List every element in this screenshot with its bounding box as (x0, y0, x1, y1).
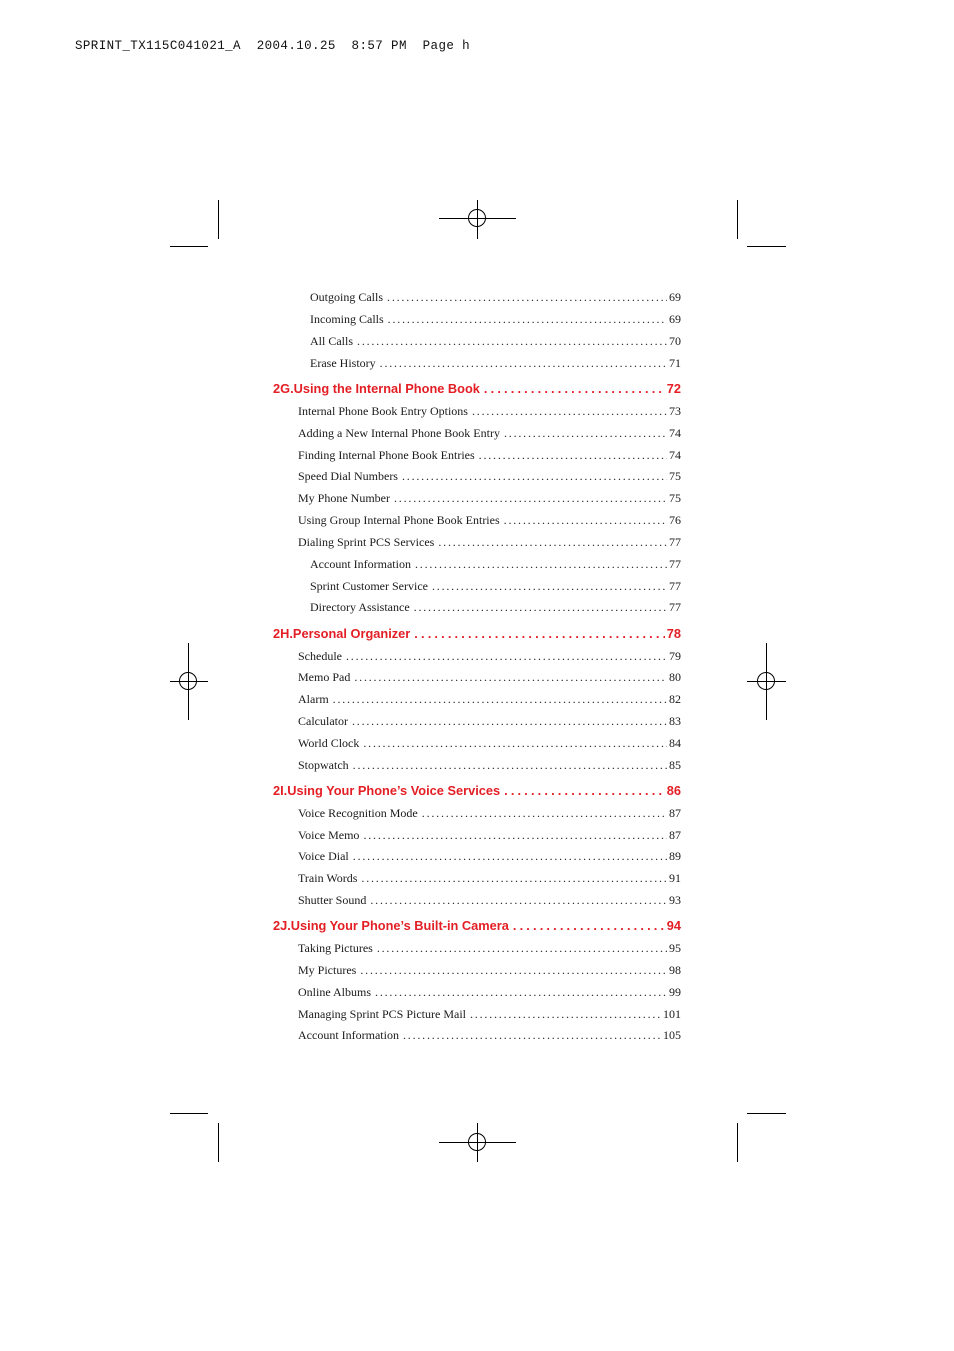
toc-entry-title: Using the Internal Phone Book (293, 381, 480, 396)
toc-dot-leader (414, 600, 667, 615)
toc-section-number: 2H. (273, 626, 293, 641)
toc-dot-leader (479, 448, 667, 463)
toc-page-number: 77 (669, 557, 681, 571)
toc-page-number: 79 (669, 649, 681, 663)
toc-dot-leader (403, 1028, 661, 1043)
toc-page-number: 69 (669, 290, 681, 304)
toc-entry[interactable] (298, 806, 681, 821)
toc-dot-leader (363, 828, 667, 843)
toc-section-heading[interactable] (273, 918, 681, 935)
toc-dot-leader (470, 1007, 661, 1022)
toc-page-number: 75 (669, 491, 681, 505)
crop-mark-bottom-left-horizontal (170, 1113, 208, 1114)
toc-entry[interactable] (298, 404, 681, 419)
toc-entry-title: Using Group Internal Phone Book Entries (298, 513, 500, 527)
toc-entry-title: Internal Phone Book Entry Options (298, 404, 468, 418)
toc-entry-title: Dialing Sprint PCS Services (298, 535, 435, 549)
crop-mark-bottom-right-horizontal (747, 1113, 786, 1114)
toc-entry-title: Managing Sprint PCS Picture Mail (298, 1007, 466, 1021)
toc-dot-leader (333, 692, 667, 707)
toc-dot-leader (432, 579, 667, 594)
toc-entry[interactable] (298, 714, 681, 729)
toc-entry-title: My Phone Number (298, 491, 390, 505)
toc-entry[interactable] (298, 513, 681, 528)
toc-dot-leader (352, 714, 667, 729)
toc-entry[interactable] (298, 828, 681, 843)
toc-page-number: 80 (669, 670, 681, 684)
toc-entry-title: Voice Recognition Mode (298, 806, 418, 820)
toc-page-number: 86 (666, 783, 681, 798)
toc-page-number: 76 (669, 513, 681, 527)
toc-entry-title: Calculator (298, 714, 348, 728)
toc-dot-leader (504, 426, 667, 441)
toc-dot-leader (346, 649, 667, 664)
toc-page-number: 105 (663, 1028, 681, 1042)
toc-entry-title: Finding Internal Phone Book Entries (298, 448, 475, 462)
toc-entry[interactable] (310, 312, 681, 327)
toc-page-number: 74 (669, 448, 681, 462)
toc-page-number: 93 (669, 893, 681, 907)
toc-section-heading[interactable] (273, 783, 681, 800)
toc-page-number: 71 (669, 356, 681, 370)
toc-entry-title: Voice Memo (298, 828, 360, 842)
toc-entry[interactable] (298, 535, 681, 550)
toc-entry-title: Adding a New Internal Phone Book Entry (298, 426, 500, 440)
toc-entry-title: Using Your Phone’s Built-in Camera (290, 918, 509, 933)
toc-entry[interactable] (298, 871, 681, 886)
toc-entry-title: Sprint Customer Service (310, 579, 428, 593)
toc-dot-leader (414, 626, 664, 641)
toc-entry[interactable] (310, 600, 681, 615)
toc-entry-title: Erase History (310, 356, 376, 370)
crop-mark-bottom-left-vertical (218, 1123, 219, 1162)
toc-page-number: 77 (669, 600, 681, 614)
toc-dot-leader (360, 963, 667, 978)
toc-page-number: 101 (663, 1007, 681, 1021)
toc-dot-leader (377, 941, 667, 956)
toc-page-number: 77 (669, 535, 681, 549)
toc-page-number: 70 (669, 334, 681, 348)
toc-entry[interactable] (310, 334, 681, 349)
toc-dot-leader (415, 557, 667, 572)
toc-dot-leader (422, 806, 667, 821)
toc-entry[interactable] (298, 963, 681, 978)
toc-dot-leader (394, 491, 667, 506)
toc-entry-title: Train Words (298, 871, 358, 885)
toc-entry-title: Memo Pad (298, 670, 351, 684)
toc-page-number: 74 (669, 426, 681, 440)
toc-dot-leader (472, 404, 667, 419)
toc-dot-leader (402, 469, 667, 484)
toc-entry-title: Shutter Sound (298, 893, 367, 907)
toc-dot-leader (504, 783, 665, 798)
toc-entry[interactable] (298, 941, 681, 956)
toc-dot-leader (353, 849, 667, 864)
toc-section-heading[interactable] (273, 381, 681, 398)
toc-page-number: 89 (669, 849, 681, 863)
toc-section-number: 2J. (273, 918, 291, 933)
toc-page-number: 95 (669, 941, 681, 955)
crop-mark-top-right-horizontal (747, 246, 786, 247)
toc-page-number: 87 (669, 828, 681, 842)
toc-entry[interactable] (298, 736, 681, 751)
toc-entry-title: My Pictures (298, 963, 357, 977)
toc-page-number: 91 (669, 871, 681, 885)
crop-mark-bottom-right-vertical (737, 1123, 738, 1162)
toc-entry-title: Speed Dial Numbers (298, 469, 398, 483)
toc-entry[interactable] (310, 356, 681, 371)
toc-page-number: 94 (666, 918, 681, 933)
toc-dot-leader (353, 758, 667, 773)
crop-mark-top-right-vertical (737, 200, 738, 239)
toc-entry-title: Alarm (298, 692, 329, 706)
toc-page-number: 82 (669, 692, 681, 706)
toc-entry-title: Using Your Phone’s Voice Services (287, 783, 501, 798)
toc-entry[interactable] (298, 670, 681, 685)
toc-entry-title: World Clock (298, 736, 360, 750)
toc-entry[interactable] (298, 692, 681, 707)
toc-dot-leader (370, 893, 667, 908)
toc-entry[interactable] (310, 557, 681, 572)
toc-page-number: 78 (666, 626, 681, 641)
toc-entry[interactable] (298, 1028, 681, 1043)
toc-page-number: 69 (669, 312, 681, 326)
toc-entry[interactable] (298, 469, 681, 484)
toc-dot-leader (354, 670, 667, 685)
toc-entry-title: Stopwatch (298, 758, 349, 772)
toc-entry-title: Voice Dial (298, 849, 349, 863)
toc-entry-title: Taking Pictures (298, 941, 373, 955)
crop-mark-top-left-horizontal (170, 246, 208, 247)
toc-page-number: 75 (669, 469, 681, 483)
toc-entry[interactable] (298, 649, 681, 664)
toc-dot-leader (387, 290, 667, 305)
toc-section-number: 2I. (273, 783, 288, 798)
toc-dot-leader (438, 535, 667, 550)
toc-page-number: 85 (669, 758, 681, 772)
toc-entry-title: All Calls (310, 334, 354, 348)
toc-dot-leader (513, 918, 665, 933)
toc-entry[interactable] (310, 290, 681, 305)
toc-entry-title: Outgoing Calls (310, 290, 384, 304)
toc-page-number: 87 (669, 806, 681, 820)
toc-dot-leader (375, 985, 667, 1000)
toc-page-number: 73 (669, 404, 681, 418)
toc-entry-title: Online Albums (298, 985, 372, 999)
toc-entry-title: Directory Assistance (310, 600, 410, 614)
toc-page-number: 72 (666, 381, 681, 396)
toc-entry-title: Incoming Calls (310, 312, 384, 326)
toc-entry[interactable] (298, 985, 681, 1000)
toc-page-number: 98 (669, 963, 681, 977)
crop-mark-top-left-vertical (218, 200, 219, 239)
toc-entry[interactable] (298, 758, 681, 773)
toc-entry[interactable] (298, 491, 681, 506)
toc-page-number: 83 (669, 714, 681, 728)
toc-entry-title: Personal Organizer (292, 626, 411, 641)
toc-entry[interactable] (298, 448, 681, 463)
toc-entry-title: Schedule (298, 649, 342, 663)
toc-page-number: 99 (669, 985, 681, 999)
toc-page-number: 84 (669, 736, 681, 750)
toc-dot-leader (504, 513, 667, 528)
toc-entry[interactable] (310, 579, 681, 594)
toc-entry[interactable] (298, 426, 681, 441)
toc-entry[interactable] (298, 893, 681, 908)
toc-page-number: 77 (669, 579, 681, 593)
toc-dot-leader (357, 334, 667, 349)
toc-entry-title: Account Information (310, 557, 411, 571)
toc-dot-leader (484, 381, 665, 396)
toc-section-number: 2G. (273, 381, 294, 396)
toc-dot-leader (363, 736, 667, 751)
toc-dot-leader (380, 356, 667, 371)
toc-dot-leader (361, 871, 667, 886)
print-slug-line: SPRINT_TX115C041021_A 2004.10.25 8:57 PM Page h (75, 39, 471, 53)
toc-entry-title: Account Information (298, 1028, 399, 1042)
toc-section-heading[interactable] (273, 626, 681, 643)
toc-entry[interactable] (298, 849, 681, 864)
toc-dot-leader (388, 312, 667, 327)
toc-entry[interactable] (298, 1007, 681, 1022)
